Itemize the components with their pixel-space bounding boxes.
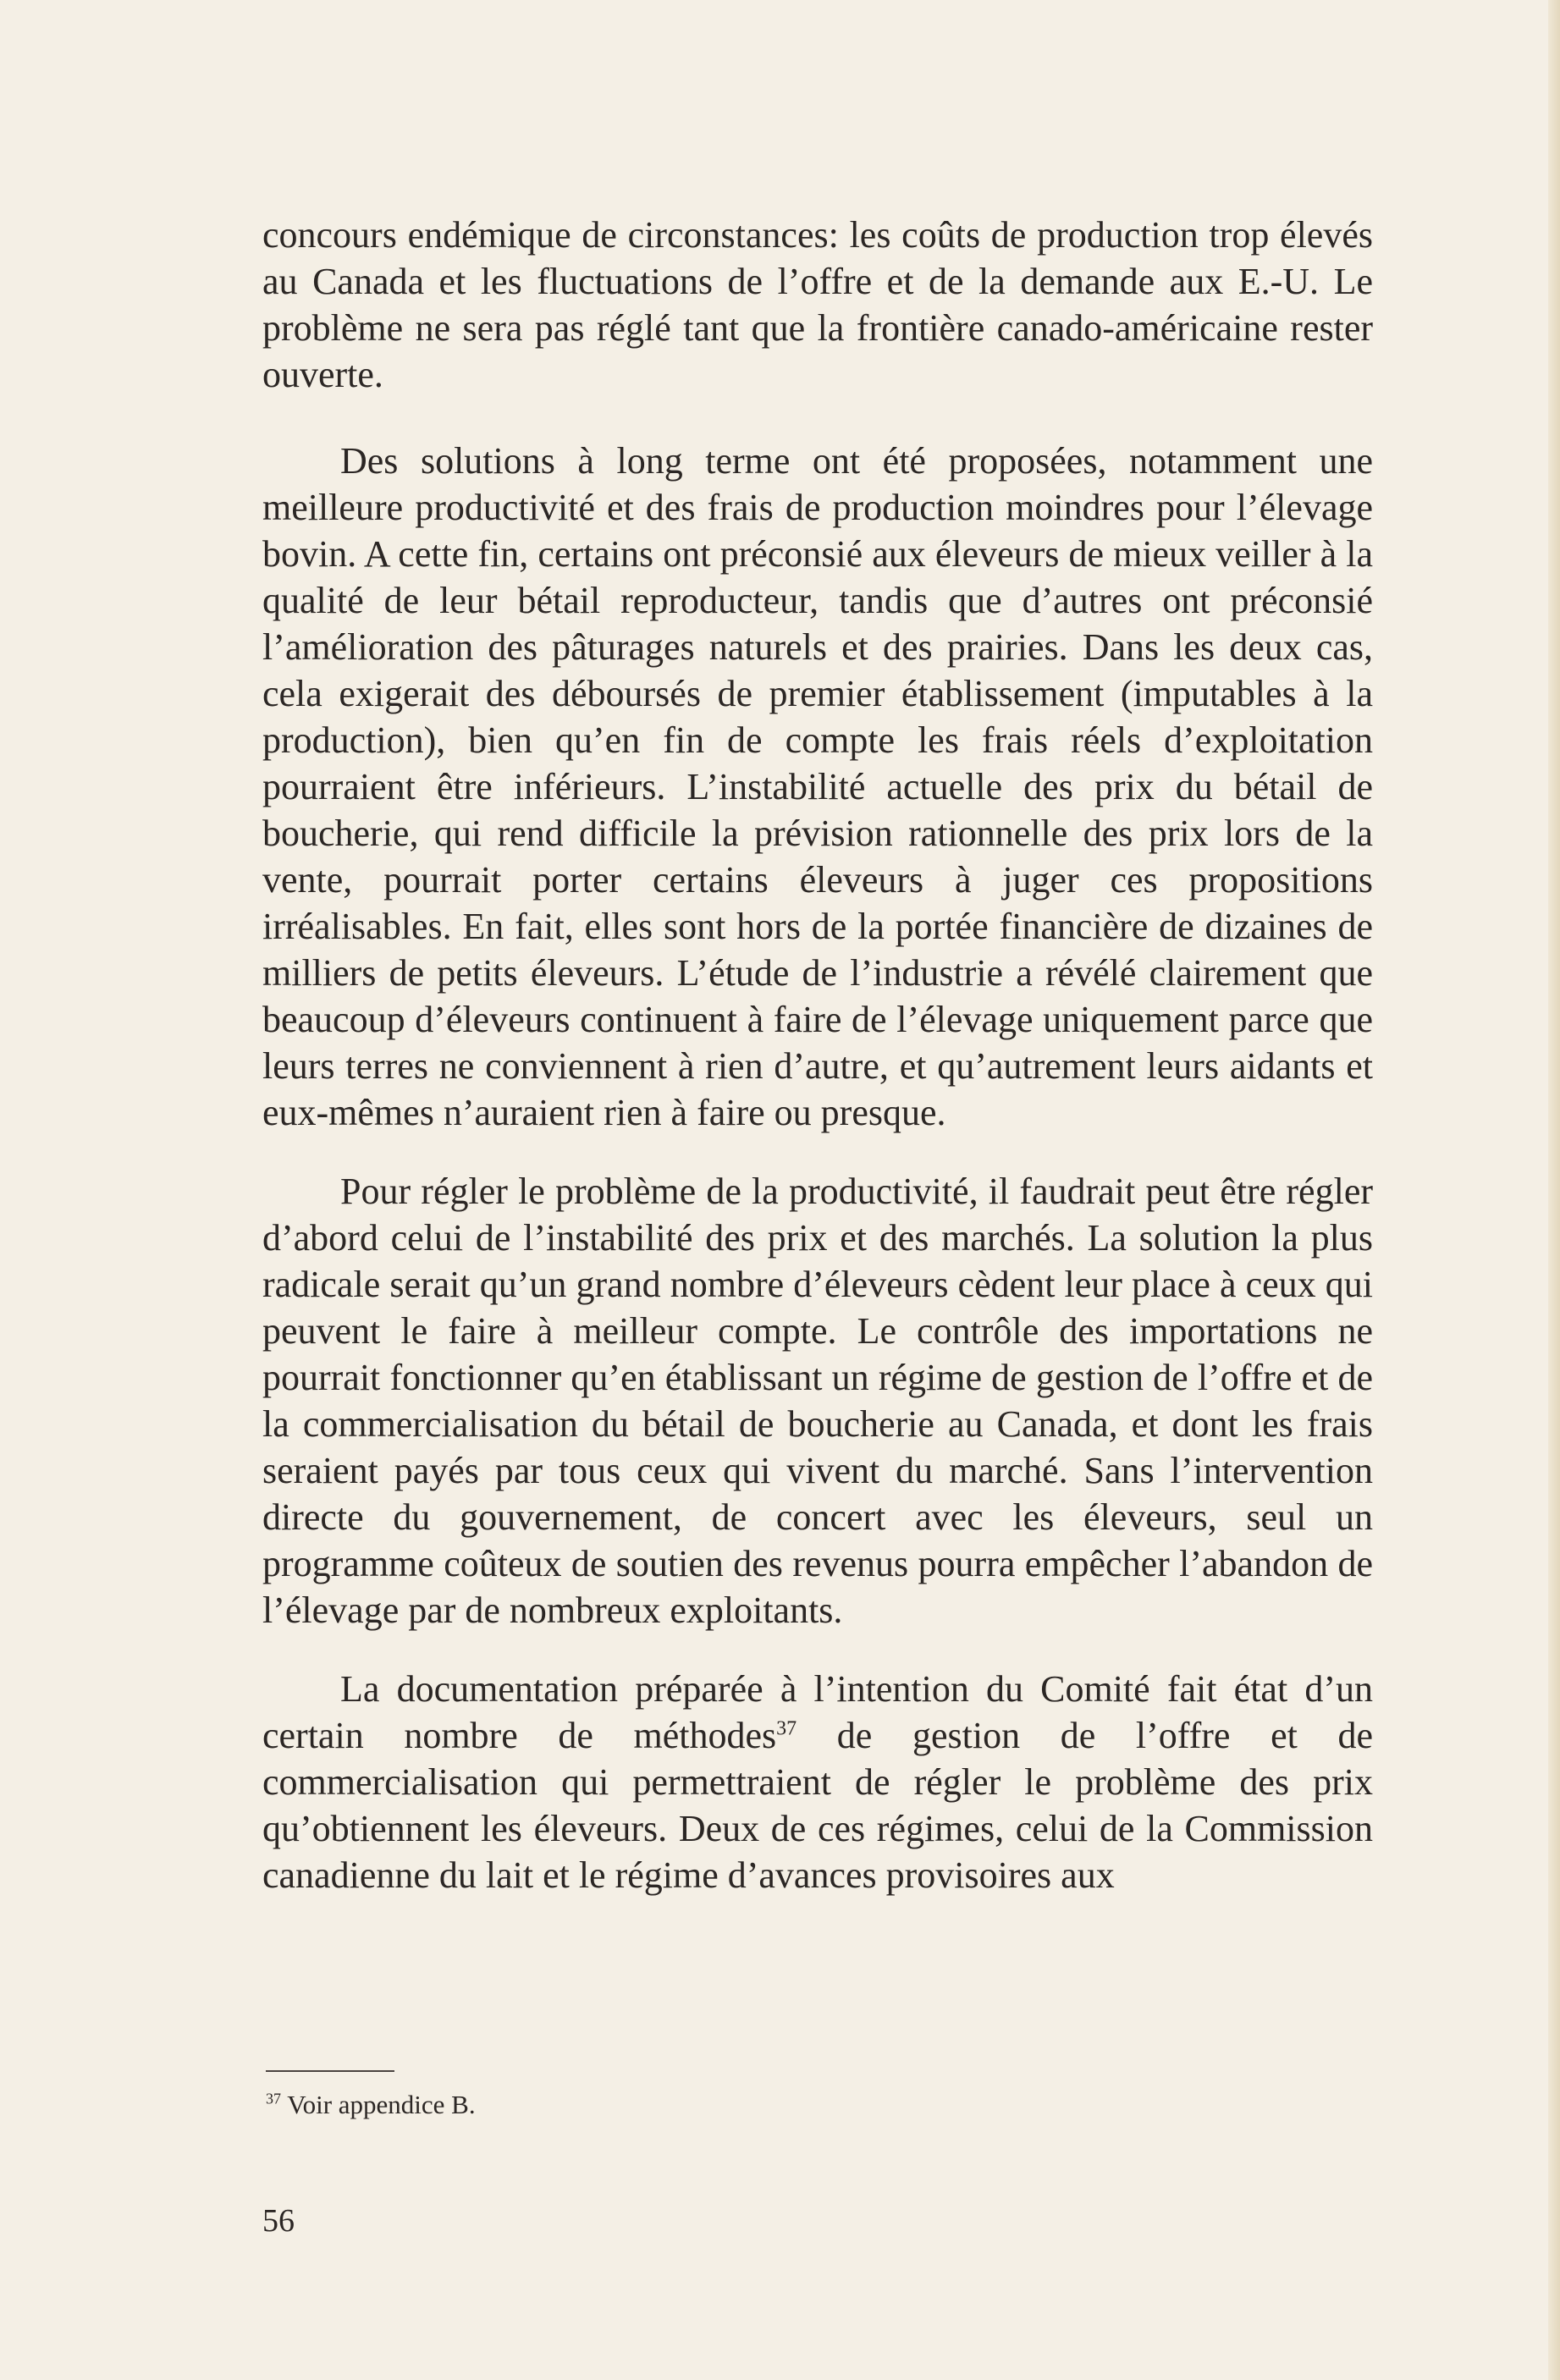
page-edge-shadow xyxy=(1548,0,1560,2380)
paragraph-4-text-after-note: de gestion de l’offre et de commercialisation qui permettraient de régler le problème des prix qu’obtiennent les éleveurs. Deux de ces régimes, celui de la Commission canadienne du lait et le régime d’avances provisoires aux xyxy=(262,1715,1373,1896)
page-number: 56 xyxy=(262,2203,295,2239)
paragraph-3: Pour régler le problème de la productivité, il faudrait peut être régler d’abord celui de l’instabilité des prix et des marchés. La solution la plus radicale serait qu’un grand nombre d’éleveurs cèdent leur place à ceux qui peuvent le faire à meilleur compte. Le contrôle des importations ne pourrait fonctionner qu’en établissant un régime de gestion de l’offre et de la commercialisation du bétail de boucherie au Canada, et dont les frais seraient payés par tous ceux qui vivent du marché. Sans l’intervention directe du gouvernement, de concert avec les éleveurs, seul un programme coûteux de soutien des revenus pourra empêcher l’abandon de l’élevage par de nombreux exploitants. xyxy=(262,1171,1373,1631)
paragraph-4-text-before-note: La documentation préparée à l’intention du Comité fait état d’un certain nombre de méthodes xyxy=(262,1668,1373,1756)
footnote-reference: 37 xyxy=(776,1717,797,1740)
footnote-text: Voir appendice B. xyxy=(281,2090,476,2119)
footnote-number: 37 xyxy=(266,2090,281,2107)
body-text xyxy=(262,212,1373,1898)
footnote xyxy=(266,2089,476,2121)
paragraph-4 xyxy=(262,1666,1373,1898)
paragraph-1: concours endémique de circonstances: les coûts de production trop élevés au Canada et les fluctuations de l’offre et de la demande aux E.-U. Le problème ne sera pas réglé tant que la frontière canado-américaine rester ouverte. xyxy=(262,214,1373,395)
footnote-separator xyxy=(266,2070,394,2072)
paragraph-2: Des solutions à long terme ont été proposées, notamment une meilleure productivité et des frais de production moindres pour l’élevage bovin. A cette fin, certains ont préconsié aux éleveurs de mieux veiller à la qualité de leur bétail reproducteur, tandis que d’autres ont préconsié l’amélioration des pâturages naturels et des prairies. Dans les deux cas, cela exigerait des déboursés de premier établissement (imputables à la production), bien qu’en fin de compte les frais réels d’exploitation pourraient être inférieurs. L’instabilité actuelle des prix du bétail de boucherie, qui rend difficile la prévision rationnelle des prix lors de la vente, pourrait porter certains éleveurs à juger ces propositions irréalisables. En fait, elles sont hors de la portée financière de dizaines de milliers de petits éleveurs. L’étude de l’industrie a révélé clairement que beaucoup d’éleveurs continuent à faire de l’élevage uniquement parce que leurs terres ne conviennent à rien d’autre, et qu’autrement leurs aidants et eux-mêmes n’auraient rien à faire ou presque. xyxy=(262,440,1373,1133)
